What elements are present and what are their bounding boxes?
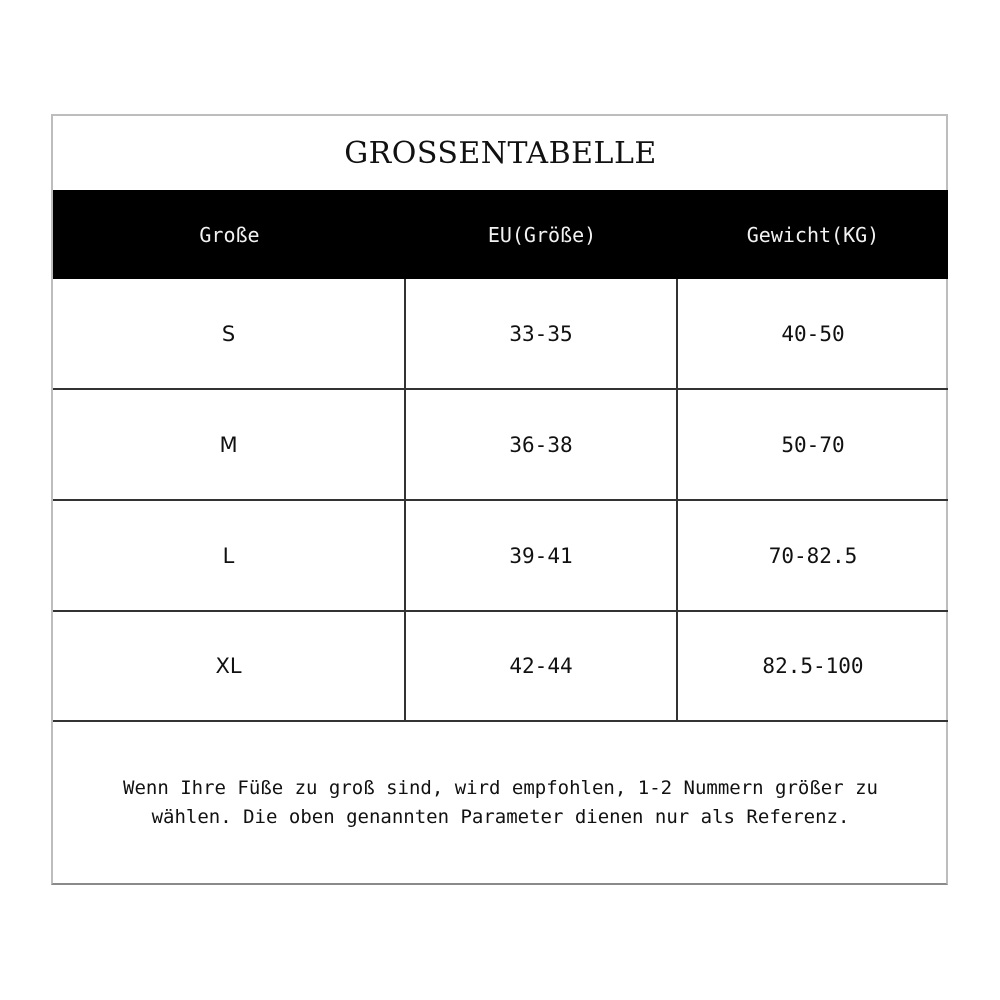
chart-title: GROSSENTABELLE [344, 135, 657, 171]
header-eu-size: EU(Größe) [487, 222, 597, 247]
cell-eu-size: 36-38 [406, 390, 678, 499]
cell-size: L [53, 501, 406, 610]
cell-size: S [53, 279, 406, 388]
cell-eu-size: 42-44 [406, 612, 678, 720]
header-weight: Gewicht(KG) [746, 222, 880, 247]
cell-weight: 40-50 [781, 321, 845, 346]
cell-weight: 82.5-100 [762, 654, 864, 678]
cell-size: XL [53, 612, 406, 720]
table-body [53, 279, 948, 722]
table-row [53, 612, 948, 722]
cell-size: M [53, 390, 406, 499]
size-advice-note [83, 774, 918, 832]
cell-eu-size: 33-35 [406, 279, 678, 388]
cell-weight: 70-82.5 [768, 543, 858, 568]
table-header [53, 190, 948, 279]
note-line-1: Wenn Ihre Füße zu groß sind, wird empfohlen, 1-2 Nummern größer zu [123, 777, 878, 799]
size-chart [51, 114, 948, 885]
table-row [53, 390, 948, 501]
header-size: Große [199, 222, 260, 247]
cell-weight: 50-70 [781, 432, 845, 457]
table-row [53, 501, 948, 612]
note-line-2: wählen. Die oben genannten Parameter dienen nur als Referenz. [151, 806, 850, 828]
cell-eu-size: 39-41 [406, 501, 678, 610]
table-row [53, 279, 948, 390]
